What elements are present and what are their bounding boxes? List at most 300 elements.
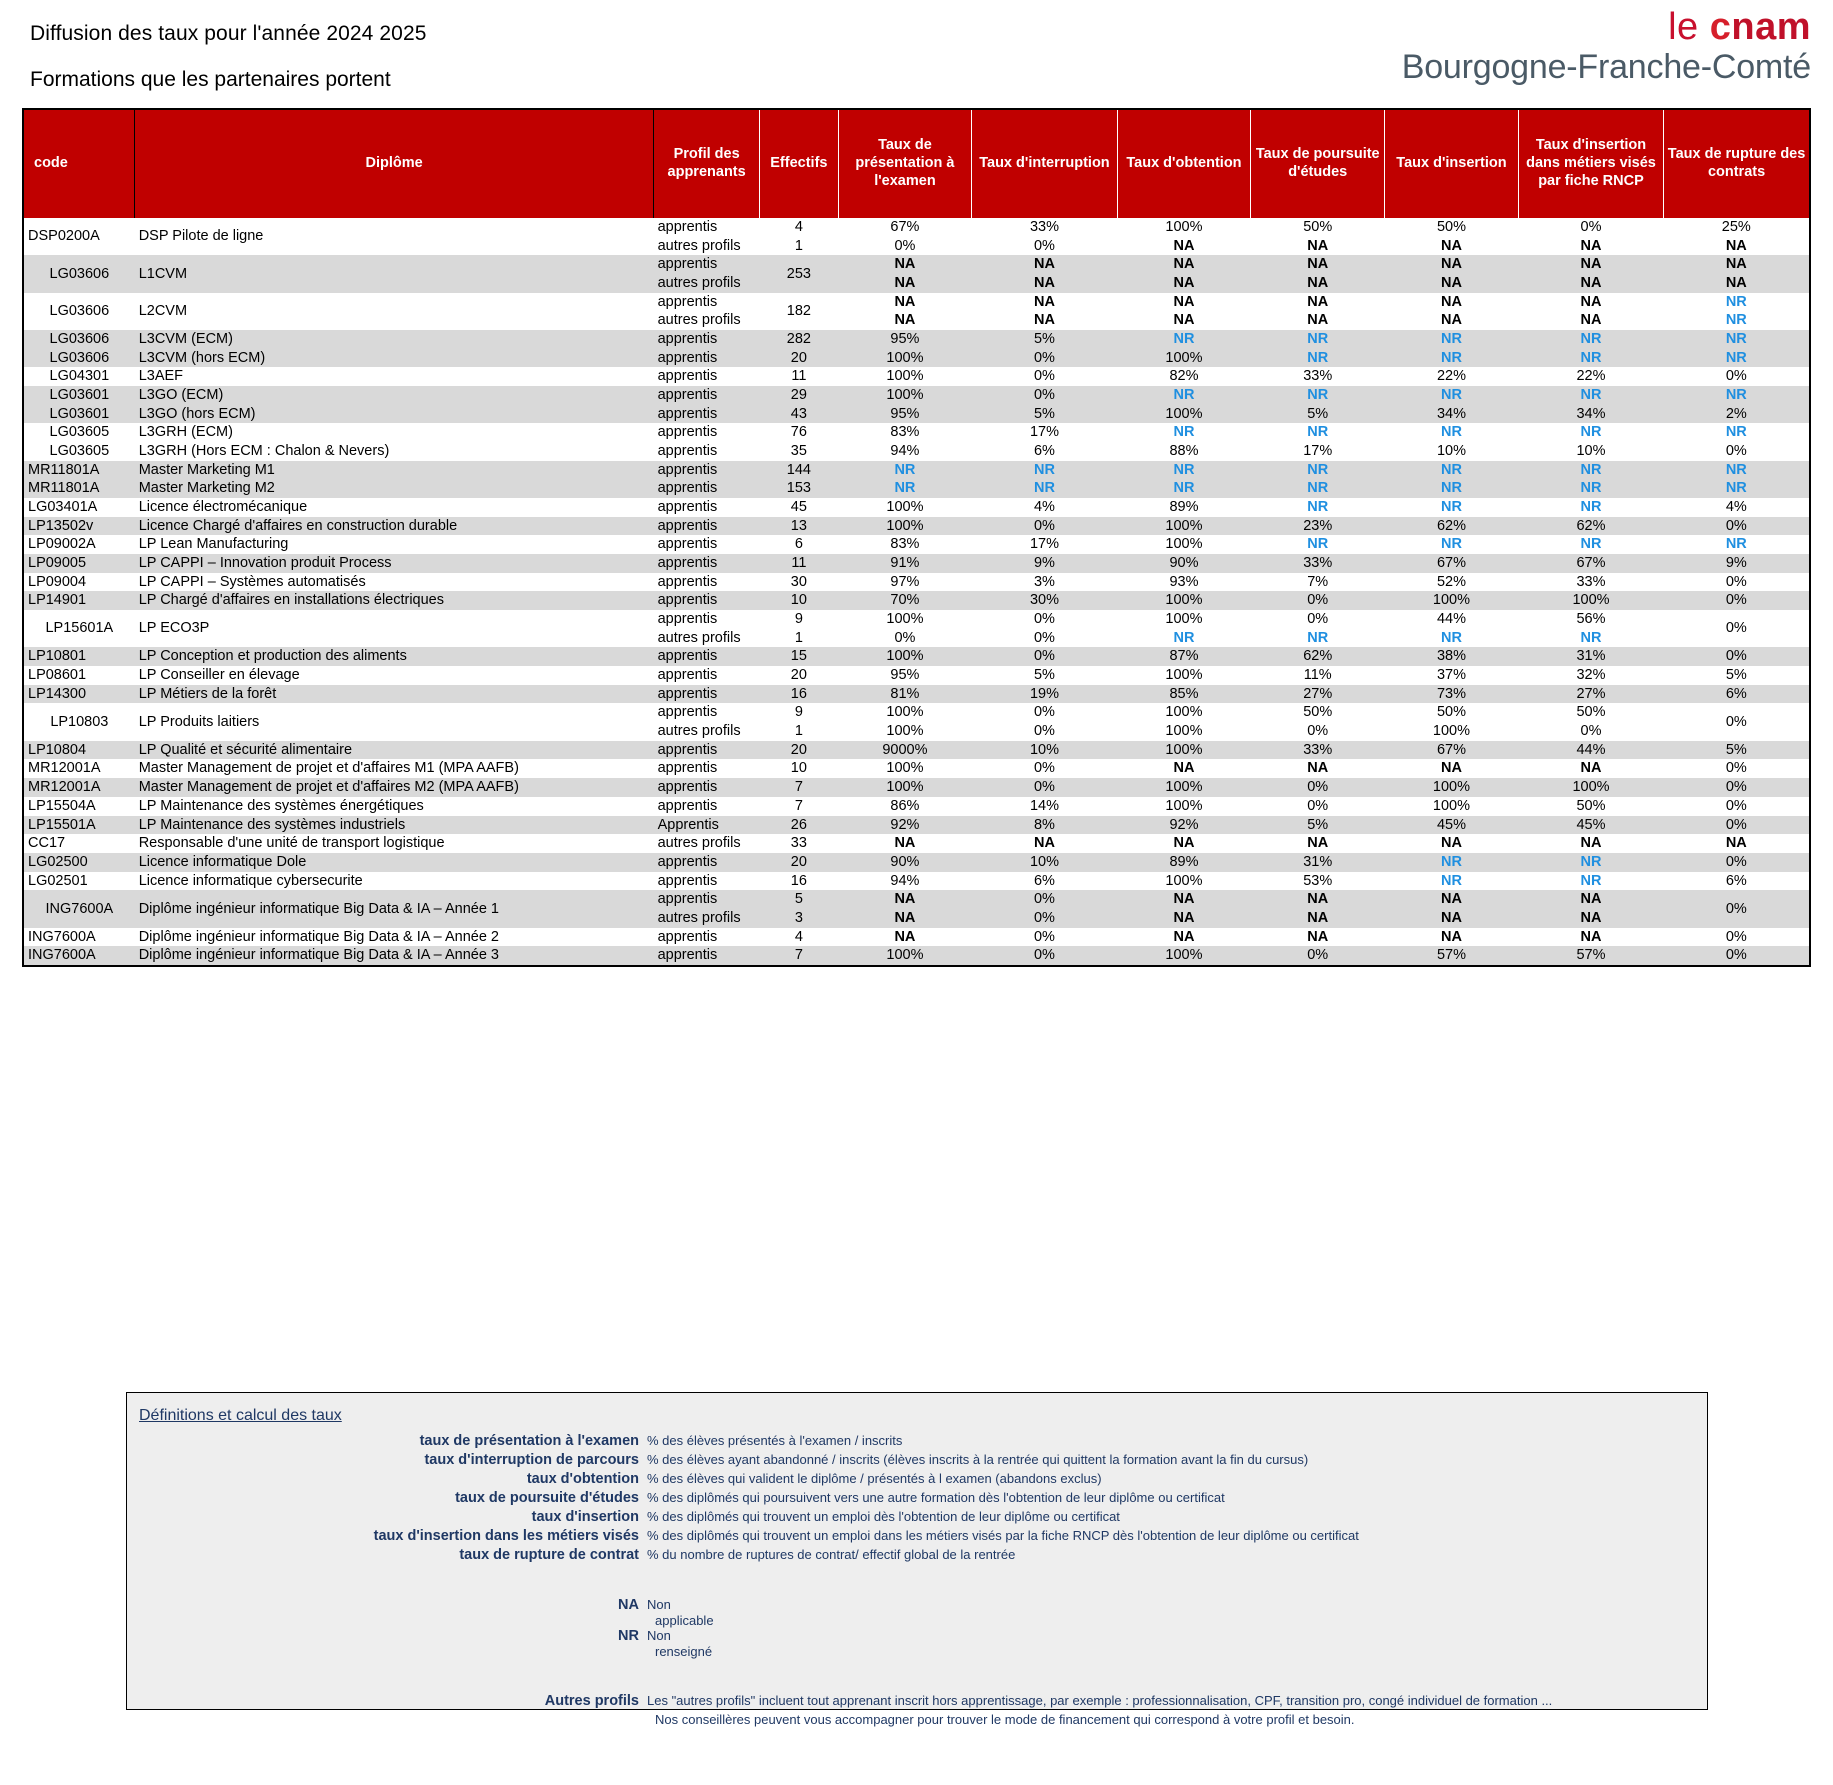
cell-diplome: L3CVM (ECM) — [135, 330, 654, 349]
cell-rate: NR — [1251, 349, 1385, 368]
cell-rate: NA — [1385, 909, 1519, 928]
cell-rate: 100% — [838, 367, 972, 386]
cell-effectif: 35 — [760, 442, 838, 461]
definition-description: % des élèves ayant abandonné / inscrits (élèves inscrits à la rentrée qui quittent la formation avant la fin du cursus) — [647, 1452, 1309, 1467]
cell-effectif: 1 — [760, 629, 838, 648]
cell-profil: apprentis — [654, 591, 760, 610]
cell-profil: apprentis — [654, 666, 760, 685]
cell-rate: 6% — [1664, 872, 1809, 891]
cell-rate: NA — [1251, 909, 1385, 928]
cell-rate: NA — [838, 928, 972, 947]
cell-rate: 0% — [1251, 946, 1385, 965]
cell-rate: NR — [1117, 423, 1251, 442]
cell-diplome: Licence informatique Dole — [135, 853, 654, 872]
cell-profil: apprentis — [654, 554, 760, 573]
cell-effectif: 11 — [760, 367, 838, 386]
cell-effectif: 16 — [760, 872, 838, 891]
cell-rate: 0% — [972, 647, 1117, 666]
cell-profil: apprentis — [654, 442, 760, 461]
definition-term: taux de poursuite d'études — [455, 1490, 639, 1506]
cell-rate: 5% — [1251, 405, 1385, 424]
definition-description: % des diplômés qui trouvent un emploi dans les métiers visés par la fiche RNCP dès l'obtention de leur diplôme ou certificat — [647, 1528, 1359, 1543]
cell-effectif: 15 — [760, 647, 838, 666]
cell-rate: 100% — [838, 610, 972, 629]
table-row — [24, 535, 1809, 554]
col-header-interruption: Taux d'interruption — [972, 110, 1117, 218]
cell-rate: 0% — [972, 778, 1117, 797]
abbreviation-value: Non — [647, 1628, 671, 1643]
cell-profil: apprentis — [654, 423, 760, 442]
cell-rate: 100% — [1117, 517, 1251, 536]
cell-profil: apprentis — [654, 293, 760, 312]
cell-diplome: L3GO (ECM) — [135, 386, 654, 405]
col-header-insertion: Taux d'insertion — [1385, 110, 1519, 218]
logo-le-text: le — [1668, 6, 1710, 48]
cell-rate: NR — [1385, 349, 1519, 368]
cell-rate: 89% — [1117, 853, 1251, 872]
cell-profil: autres profils — [654, 311, 760, 330]
cell-rate: NA — [1664, 834, 1809, 853]
cell-rate: 100% — [838, 703, 972, 722]
cell-rate: NR — [1664, 535, 1809, 554]
cell-diplome: L3GRH (ECM) — [135, 423, 654, 442]
cell-rate: 100% — [838, 759, 972, 778]
cell-effectif: 9 — [760, 610, 838, 629]
cell-rate: NR — [1518, 479, 1663, 498]
cell-diplome: LP Maintenance des systèmes énergétiques — [135, 797, 654, 816]
cell-rate: NA — [1117, 890, 1251, 909]
cell-rate: NR — [838, 479, 972, 498]
definitions-box — [126, 1392, 1708, 1727]
cell-code: ING7600A — [24, 928, 135, 947]
page-subtitle: Formations que les partenaires portent — [30, 68, 391, 91]
cell-effectif: 76 — [760, 423, 838, 442]
table-row — [24, 816, 1809, 835]
cell-profil: autres profils — [654, 722, 760, 741]
cell-rate: 0% — [1251, 797, 1385, 816]
cell-rate: 50% — [1385, 703, 1519, 722]
cell-rate: 100% — [1117, 872, 1251, 891]
cell-rate: 3% — [972, 573, 1117, 592]
cell-profil: autres profils — [654, 909, 760, 928]
logo-region-text: Bourgogne-Franche-Comté — [1401, 48, 1811, 86]
cell-code: LP09005 — [24, 554, 135, 573]
abbreviation-row — [127, 1628, 1707, 1644]
table-row — [24, 890, 1809, 909]
cell-rate: 100% — [1117, 591, 1251, 610]
cell-rate: 0% — [972, 237, 1117, 256]
cell-code: LP14901 — [24, 591, 135, 610]
cell-rate: 100% — [1117, 703, 1251, 722]
cell-rate: NA — [1117, 928, 1251, 947]
definition-term: taux d'obtention — [526, 1471, 639, 1487]
table-row — [24, 591, 1809, 610]
cell-rate: 17% — [1251, 442, 1385, 461]
cell-rate: 52% — [1385, 573, 1519, 592]
table-row — [24, 554, 1809, 573]
cell-profil: apprentis — [654, 517, 760, 536]
cell-rate: 31% — [1251, 853, 1385, 872]
cell-effectif: 10 — [760, 759, 838, 778]
cell-rate: NR — [972, 479, 1117, 498]
cell-code: LG03606 — [24, 293, 135, 330]
cell-code: LP09004 — [24, 573, 135, 592]
cell-rate: NA — [1518, 255, 1663, 274]
cell-rate: 5% — [972, 330, 1117, 349]
cell-rate: NR — [1664, 311, 1809, 330]
cell-rate: NR — [1385, 853, 1519, 872]
cell-rate: 100% — [1518, 591, 1663, 610]
cell-rate: 0% — [972, 722, 1117, 741]
definition-row — [127, 1547, 1707, 1563]
table-row — [24, 666, 1809, 685]
cell-rate: NA — [1518, 293, 1663, 312]
cell-rate: 0% — [1664, 928, 1809, 947]
cell-rate: 90% — [838, 853, 972, 872]
cell-rate: 45% — [1518, 816, 1663, 835]
cell-rate: 25% — [1664, 218, 1809, 237]
cell-profil: apprentis — [654, 890, 760, 909]
cell-rate: 67% — [1385, 741, 1519, 760]
table-row — [24, 946, 1809, 965]
page-title: Diffusion des taux pour l'année 2024 2025 — [30, 22, 427, 45]
cell-rate: 44% — [1385, 610, 1519, 629]
col-header-diplome: Diplôme — [135, 110, 654, 218]
cell-effectif: 20 — [760, 741, 838, 760]
cell-profil: apprentis — [654, 946, 760, 965]
abbreviation-key: NR — [618, 1628, 639, 1644]
cell-rate: NA — [1385, 759, 1519, 778]
cell-rate: NR — [1251, 330, 1385, 349]
cell-rate: 90% — [1117, 554, 1251, 573]
cell-rate: 70% — [838, 591, 972, 610]
definition-description: % du nombre de ruptures de contrat/ effectif global de la rentrée — [647, 1547, 1016, 1562]
cell-rate: 100% — [838, 498, 972, 517]
cell-effectif: 26 — [760, 816, 838, 835]
cell-effectif: 153 — [760, 479, 838, 498]
cell-rate: NA — [1518, 759, 1663, 778]
col-header-poursuite: Taux de poursuite d'études — [1251, 110, 1385, 218]
cell-diplome: LP Qualité et sécurité alimentaire — [135, 741, 654, 760]
cell-rate: 87% — [1117, 647, 1251, 666]
cell-rate: NA — [972, 293, 1117, 312]
cell-effectif: 10 — [760, 591, 838, 610]
cell-effectif: 144 — [760, 461, 838, 480]
cell-rate: 9000% — [838, 741, 972, 760]
cell-rate: 50% — [1385, 218, 1519, 237]
cell-rate: NA — [1251, 890, 1385, 909]
cell-rate: 0% — [972, 890, 1117, 909]
cell-rate: 37% — [1385, 666, 1519, 685]
cell-rate: NA — [1385, 311, 1519, 330]
cell-rate: 50% — [1251, 703, 1385, 722]
cell-code: LP09002A — [24, 535, 135, 554]
cell-rate: NA — [1117, 237, 1251, 256]
cell-rate: 53% — [1251, 872, 1385, 891]
cell-rate: NA — [972, 311, 1117, 330]
cell-rate: 2% — [1664, 405, 1809, 424]
cell-rate: NR — [1518, 535, 1663, 554]
cell-code: LG03606 — [24, 330, 135, 349]
cell-rate: NA — [1664, 274, 1809, 293]
cell-rate: 67% — [1518, 554, 1663, 573]
cell-effectif: 182 — [760, 293, 838, 330]
cell-rate: 100% — [838, 517, 972, 536]
cell-effectif: 3 — [760, 909, 838, 928]
cell-diplome: Diplôme ingénieur informatique Big Data & IA – Année 1 — [135, 890, 654, 927]
cell-rate: NR — [1664, 386, 1809, 405]
cell-rate: 0% — [838, 237, 972, 256]
cell-effectif: 1 — [760, 722, 838, 741]
table-row — [24, 367, 1809, 386]
cell-rate: 73% — [1385, 685, 1519, 704]
other-profiles-row — [127, 1693, 1707, 1709]
cell-rate: NR — [1117, 461, 1251, 480]
cell-rate: 33% — [1518, 573, 1663, 592]
cell-rate: 50% — [1518, 797, 1663, 816]
cell-rate: 100% — [838, 386, 972, 405]
cell-profil: Apprentis — [654, 816, 760, 835]
cell-diplome: LP Produits laitiers — [135, 703, 654, 740]
cell-rate: 0% — [1664, 517, 1809, 536]
cell-rate: NA — [1385, 237, 1519, 256]
cell-rate: 0% — [1664, 591, 1809, 610]
cell-profil: apprentis — [654, 853, 760, 872]
definition-description: % des diplômés qui trouvent un emploi dès l'obtention de leur diplôme ou certificat — [647, 1509, 1120, 1524]
cell-code: LP15601A — [24, 610, 135, 647]
cell-rate: 0% — [1664, 442, 1809, 461]
cell-rate: 32% — [1518, 666, 1663, 685]
cell-code: MR11801A — [24, 479, 135, 498]
cell-rate: NR — [1117, 629, 1251, 648]
cell-rate: 94% — [838, 442, 972, 461]
cell-rate: 27% — [1251, 685, 1385, 704]
cell-rate: 82% — [1117, 367, 1251, 386]
cell-code: DSP0200A — [24, 218, 135, 255]
cell-rate: 0% — [1251, 722, 1385, 741]
cell-diplome: Licence électromécanique — [135, 498, 654, 517]
logo-nam-text: nam — [1731, 6, 1811, 48]
cell-diplome: Responsable d'une unité de transport logistique — [135, 834, 654, 853]
cell-rate: 100% — [1385, 591, 1519, 610]
cell-rate: NA — [1117, 293, 1251, 312]
cell-rate: 0% — [1664, 816, 1809, 835]
cell-code: LG03605 — [24, 442, 135, 461]
cell-rate: 10% — [972, 853, 1117, 872]
cell-rate: 17% — [972, 423, 1117, 442]
table-row — [24, 218, 1809, 237]
cell-rate: 0% — [972, 928, 1117, 947]
cell-rate: 50% — [1251, 218, 1385, 237]
cell-code: LP15504A — [24, 797, 135, 816]
cell-rate: 19% — [972, 685, 1117, 704]
cell-rate: NA — [838, 834, 972, 853]
cell-rate: 10% — [972, 741, 1117, 760]
cell-rate: 100% — [1117, 722, 1251, 741]
cell-rate: 0% — [1664, 853, 1809, 872]
cell-rate: NR — [1117, 386, 1251, 405]
abbreviation-value-cont: applicable — [655, 1613, 714, 1628]
cell-code: LP14300 — [24, 685, 135, 704]
cell-rate: 100% — [1117, 535, 1251, 554]
definition-row — [127, 1433, 1707, 1449]
cell-diplome: Master Marketing M1 — [135, 461, 654, 480]
cell-rate: 0% — [972, 946, 1117, 965]
cell-rate: 94% — [838, 872, 972, 891]
cell-rate: 100% — [838, 722, 972, 741]
cell-rate: NA — [1664, 255, 1809, 274]
cell-rate: NR — [1385, 423, 1519, 442]
cell-rate: NR — [1385, 535, 1519, 554]
cell-rate: NR — [1518, 461, 1663, 480]
cell-rate: 0% — [972, 517, 1117, 536]
cell-diplome: Licence informatique cybersecurite — [135, 872, 654, 891]
col-header-presentation: Taux de présentation à l'examen — [838, 110, 972, 218]
cell-rate: 100% — [1117, 946, 1251, 965]
cell-code: LG03601 — [24, 386, 135, 405]
abbreviation-value: Non — [647, 1597, 671, 1612]
cell-rate: 100% — [838, 647, 972, 666]
cell-rate: NA — [1251, 759, 1385, 778]
cell-rate: 5% — [972, 405, 1117, 424]
header-row — [24, 110, 1809, 218]
cell-rate: 100% — [1117, 218, 1251, 237]
cell-rate: 0% — [1251, 778, 1385, 797]
cell-rate: NA — [838, 909, 972, 928]
cell-rate: NA — [1518, 909, 1663, 928]
cell-rate: 100% — [1117, 778, 1251, 797]
cell-profil: apprentis — [654, 386, 760, 405]
cell-rate: NR — [1385, 479, 1519, 498]
cell-rate: NA — [838, 311, 972, 330]
cell-rate: NA — [838, 293, 972, 312]
cell-diplome: LP Conception et production des aliments — [135, 647, 654, 666]
cell-rate: 22% — [1385, 367, 1519, 386]
table-row — [24, 778, 1809, 797]
cell-rate: NA — [1251, 311, 1385, 330]
cell-rate: 4% — [1664, 498, 1809, 517]
cell-rate: 14% — [972, 797, 1117, 816]
col-header-profil: Profil des apprenants — [654, 110, 760, 218]
table-row — [24, 928, 1809, 947]
cell-rate: 100% — [1117, 741, 1251, 760]
cell-rate: 0% — [972, 759, 1117, 778]
cell-rate: 45% — [1385, 816, 1519, 835]
cell-rate: 100% — [1385, 797, 1519, 816]
cell-diplome: LP CAPPI – Innovation produit Process — [135, 554, 654, 573]
col-header-effectifs: Effectifs — [760, 110, 838, 218]
cell-rate: 100% — [1117, 797, 1251, 816]
table-row — [24, 703, 1809, 722]
other-profiles-line1: Les "autres profils" incluent tout apprenant inscrit hors apprentissage, par exemple : professionnalisation, CPF, transition pro, congé individuel de formation ... — [647, 1693, 1553, 1708]
cell-rate: 0% — [972, 610, 1117, 629]
cell-rate: NR — [1518, 330, 1663, 349]
cell-rate: NR — [1518, 872, 1663, 891]
cell-profil: apprentis — [654, 759, 760, 778]
cell-rate: 38% — [1385, 647, 1519, 666]
cell-rate: NR — [1518, 349, 1663, 368]
cell-rate: 56% — [1518, 610, 1663, 629]
cell-profil: apprentis — [654, 367, 760, 386]
cell-code: ING7600A — [24, 890, 135, 927]
cell-effectif: 11 — [760, 554, 838, 573]
table-row — [24, 442, 1809, 461]
cell-rate: NR — [1251, 498, 1385, 517]
table-row — [24, 498, 1809, 517]
cell-rate: 93% — [1117, 573, 1251, 592]
cell-code: ING7600A — [24, 946, 135, 965]
cell-rate: 33% — [1251, 367, 1385, 386]
cell-diplome: LP Maintenance des systèmes industriels — [135, 816, 654, 835]
cell-diplome: LP Métiers de la forêt — [135, 685, 654, 704]
cell-diplome: Licence Chargé d'affaires en construction durable — [135, 517, 654, 536]
cell-effectif: 45 — [760, 498, 838, 517]
table-row — [24, 647, 1809, 666]
cell-rate: NR — [1664, 349, 1809, 368]
cell-rate: 10% — [1518, 442, 1663, 461]
cell-code: LG03606 — [24, 349, 135, 368]
cell-diplome: L3GO (hors ECM) — [135, 405, 654, 424]
cell-rate: 100% — [838, 778, 972, 797]
cell-effectif: 33 — [760, 834, 838, 853]
cell-rate: 11% — [1251, 666, 1385, 685]
cell-effectif: 9 — [760, 703, 838, 722]
cell-rate: 81% — [838, 685, 972, 704]
cell-rate: NR — [1385, 629, 1519, 648]
cell-rate: NA — [1518, 928, 1663, 947]
cell-profil: apprentis — [654, 498, 760, 517]
cell-rate: NA — [1385, 293, 1519, 312]
definition-term: taux de présentation à l'examen — [419, 1433, 639, 1449]
cell-effectif: 13 — [760, 517, 838, 536]
cell-rate: NA — [838, 890, 972, 909]
cell-profil: apprentis — [654, 461, 760, 480]
cell-code: LP15501A — [24, 816, 135, 835]
cell-rate: NR — [1664, 423, 1809, 442]
cell-rate: NR — [1385, 330, 1519, 349]
cell-rate: NR — [1518, 386, 1663, 405]
cell-diplome: L3CVM (hors ECM) — [135, 349, 654, 368]
cell-rate: 62% — [1518, 517, 1663, 536]
cell-profil: apprentis — [654, 330, 760, 349]
cell-rate-merged: 0% — [1664, 610, 1809, 647]
cell-effectif: 29 — [760, 386, 838, 405]
cell-effectif: 4 — [760, 928, 838, 947]
cell-rate: 62% — [1385, 517, 1519, 536]
cell-rate: 91% — [838, 554, 972, 573]
cell-rate: 34% — [1385, 405, 1519, 424]
cell-rate: 5% — [1664, 741, 1809, 760]
cell-effectif: 20 — [760, 666, 838, 685]
cell-rate: NR — [1117, 479, 1251, 498]
rates-table-container — [22, 108, 1811, 967]
cell-rate: NR — [1251, 461, 1385, 480]
table-row — [24, 610, 1809, 629]
cell-effectif: 282 — [760, 330, 838, 349]
cell-rate: 100% — [838, 349, 972, 368]
cell-rate: NR — [1117, 330, 1251, 349]
definition-row — [127, 1509, 1707, 1525]
cell-code: CC17 — [24, 834, 135, 853]
cell-profil: apprentis — [654, 741, 760, 760]
table-row — [24, 330, 1809, 349]
definition-row — [127, 1490, 1707, 1506]
cell-code: LG02500 — [24, 853, 135, 872]
table-body — [24, 218, 1809, 965]
table-row — [24, 386, 1809, 405]
abbreviation-value-cont: renseigné — [655, 1644, 713, 1659]
table-row — [24, 834, 1809, 853]
